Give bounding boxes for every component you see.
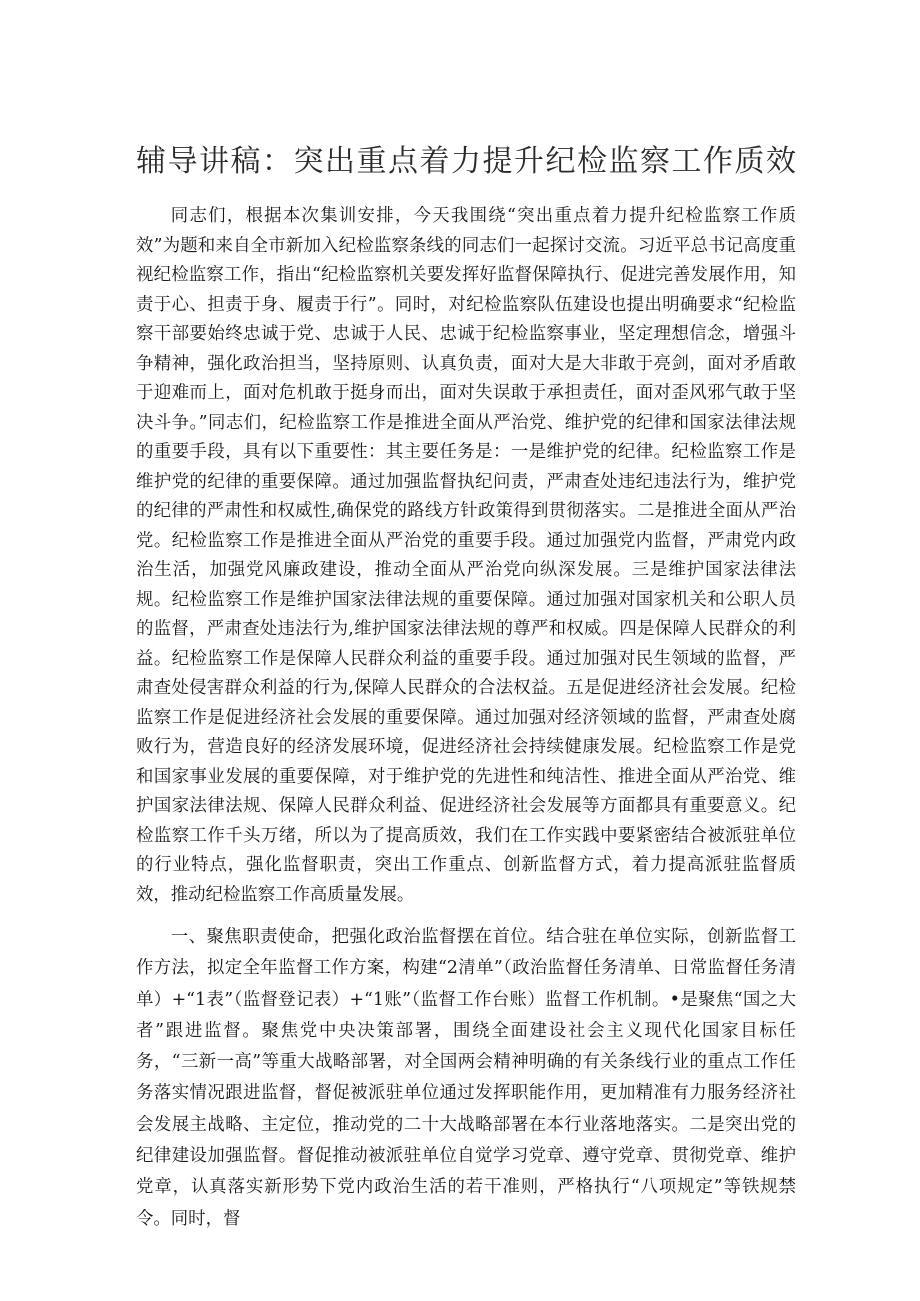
document-title: 辅导讲稿：突出重点着力提升纪检监察工作质效 (136, 144, 798, 179)
section-one-paragraph: 一、聚焦职责使命，把强化政治监督摆在首位。结合驻在单位实际，创新监督工作方法，拟定全年监督工作方案，构建“2清单”（政治监督任务清单、日常监督任务清单）+“1表”（监督登记表）+“1账”（监督工作台账）监督工作机制。•是聚焦“国之大者”跟进监督。聚焦党中央决策部署，围绕全面建设社会主义现代化国家目标任务，“三新一高”等重大战略部署，对全国两会精神明确的有关条线行业的重点工作任务落实情况跟进监督，督促被派驻单位通过发挥职能作用，更加精准有力服务经济社会发展主战略、主定位，推动党的二十大战略部署在本行业落地落实。二是突出党的纪律建设加强监督。督促推动被派驻单位自觉学习党章、遵守党章、贯彻党章、维护党章，认真落实新形势下党内政治生活的若干准则，严格执行“八项规定”等铁规禁令。同时，督 (136, 927, 796, 1229)
intro-paragraph: 同志们，根据本次集训安排，今天我围绕“突出重点着力提升纪检监察工作质效”为题和来自全市新加入纪检监察条线的同志们一起探讨交流。习近平总书记高度重视纪检监察工作，指出“纪检监察机关要发挥好监督保障执行、促进完善发展作用，知责于心、担责于身、履责于行”。同时，对纪检监察队伍建设也提出明确要求“纪检监察干部要始终忠诚于党、忠诚于人民、忠诚于纪检监察事业，坚定理想信念，增强斗争精神，强化政治担当，坚持原则、认真负责，面对大是大非敢于亮剑，面对矛盾敢于迎难而上，面对危机敢于挺身而出，面对失误敢于承担责任，面对歪风邪气敢于坚决斗争。”同志们，纪检监察工作是推进全面从严治党、维护党的纪律和国家法律法规的重要手段，具有以下重要性：其主要任务是：一是维护党的纪律。纪检监察工作是维护党的纪律的重要保障。通过加强监督执纪问责，严肃查处违纪违法行为，维护党的纪律的严肃性和权威性,确保党的路线方针政策得到贯彻落实。二是推进全面从严治党。纪检监察工作是推进全面从严治党的重要手段。通过加强党内监督，严肃党内政治生活，加强党风廉政建设，推动全面从严治党向纵深发展。三是维护国家法律法规。纪检监察工作是维护国家法律法规的重要保障。通过加强对国家机关和公职人员的监督，严肃查处违法行为,维护国家法律法规的尊严和权威。四是保障人民群众的利益。纪检监察工作是保障人民群众利益的重要手段。通过加强对民生领域的监督，严肃查处侵害群众利益的行为,保障人民群众的合法权益。五是促进经济社会发展。纪检监察工作是促进经济社会发展的重要保障。通过加强对经济领域的监督，严肃查处腐败行为，营造良好的经济发展环境，促进经济社会持续健康发展。纪检监察工作是党和国家事业发展的重要保障，对于维护党的先进性和纯洁性、推进全面从严治党、维护国家法律法规、保障人民群众利益、促进经济社会发展等方面都具有重要意义。纪检监察工作千头万绪，所以为了提高质效，我们在工作实践中要紧密结合被派驻单位的行业特点，强化监督职责，突出工作重点、创新监督方式，着力提高派驻监督质效，推动纪检监察工作高质量发展。 (136, 206, 796, 905)
